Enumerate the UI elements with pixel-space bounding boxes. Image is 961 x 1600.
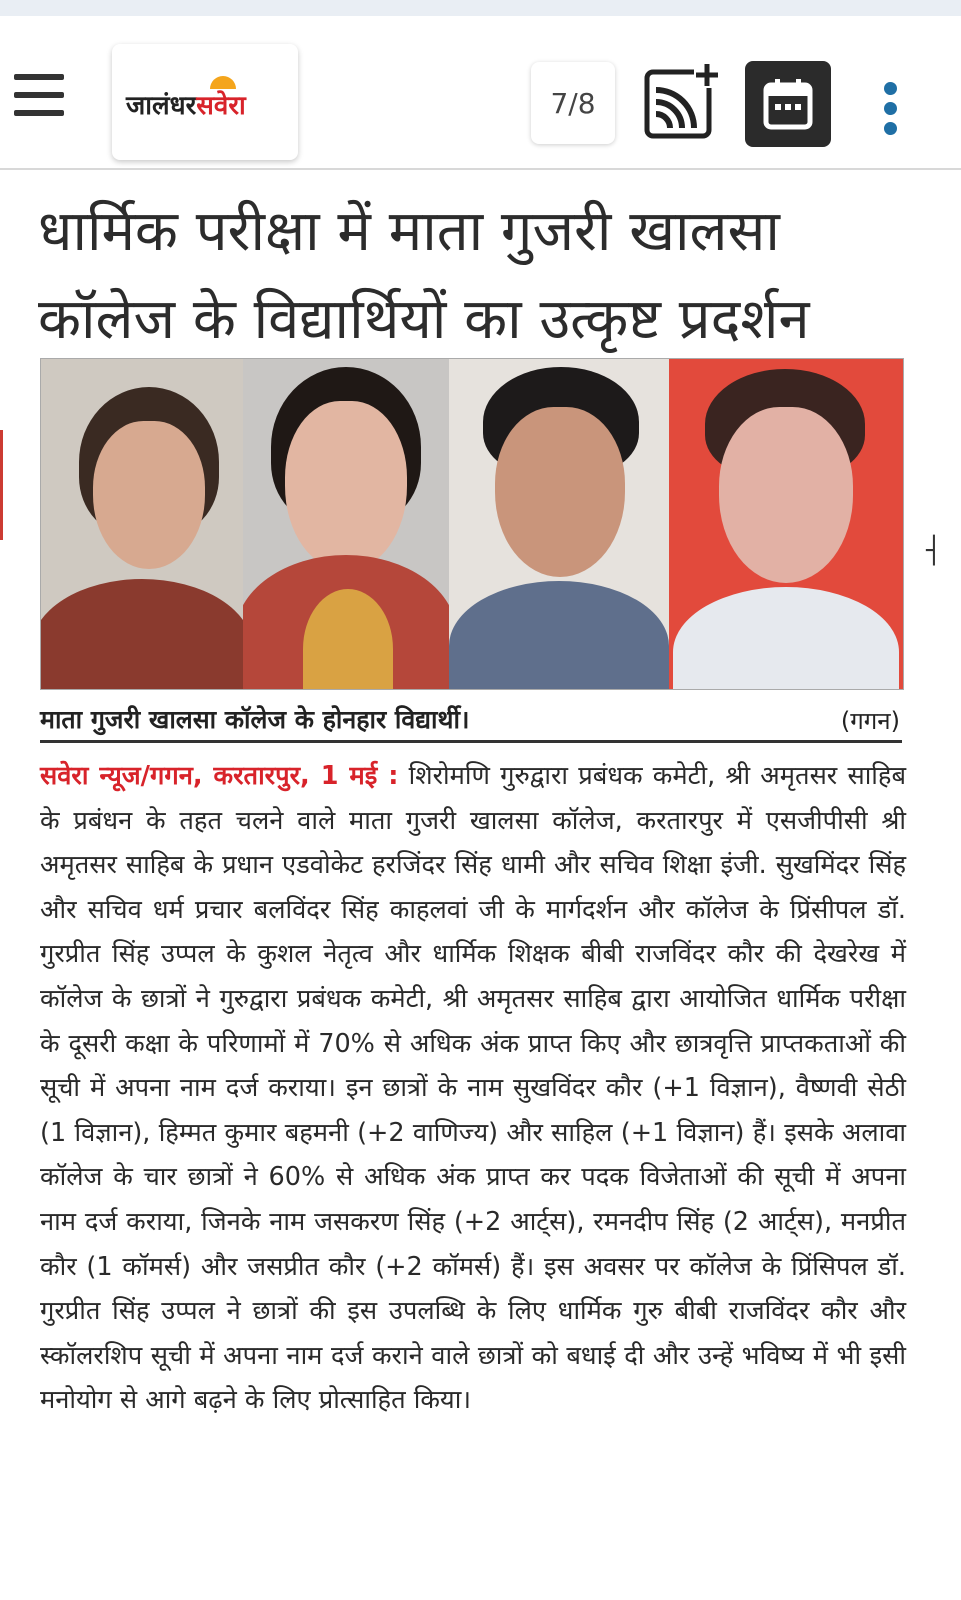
calendar-icon	[762, 77, 814, 131]
photo-caption-row	[40, 700, 902, 743]
article-text: शिरोमणि गुरुद्वारा प्रबंधक कमेटी, श्री अमृतसर साहिब के प्रबंधन के तहत चलने वाले माता गुजरी खालसा कॉलेज, करतारपुर में एसजीपीसी श्री अमृतसर साहिब के प्रधान एडवोकेट हरजिंदर सिंह धामी और सचिव शिक्षा इंजी. सुखमिंदर सिंह और सचिव धर्म प्रचार बलविंदर सिंह काहलवां जी के मार्गदर्शन और कॉलेज के प्रिंसीपल डॉ. गुरप्रीत सिंह उप्पल के कुशल नेतृत्व और धार्मिक शिक्षक बीबी राजविंदर कौर की देखरेख में कॉलेज के छात्रों ने गुरुद्वारा प्रबंधक कमेटी, श्री अमृतसर साहिब द्वारा आयोजित धार्मिक परीक्षा के दूसरी कक्षा के परिणामों में 70% से अधिक अंक प्राप्त किए और छात्रवृत्ति प्राप्तकताओं की सूची में अपना नाम दर्ज कराया। इन छात्रों के नाम सुखविंदर कौर (+1 विज्ञान), वैष्णवी सेठी (1 विज्ञान), हिम्मत कुमार बहमनी (+2 वाणिज्य) और साहिल (+1 विज्ञान) हैं। इसके अलावा कॉलेज के चार छात्रों ने 60% से अधिक अंक प्राप्त कर पदक विजेताओं की सूची में अपना नाम दर्ज कराया, जिनके नाम जसकरण सिंह (+2 आर्ट्स), रमनदीप सिंह (2 आर्ट्स), मनप्रीत कौर (1 कॉमर्स) और जसप्रीत कौर (+2 कॉमर्स) हैं। इस अवसर पर कॉलेज के प्रिंसिपल डॉ. गुरप्रीत सिंह उप्पल ने छात्रों की इस उपलब्धि के लिए धार्मिक गुरु बीबी राजविंदर कौर और स्कॉलरशिप सूची में अपना नाम दर्ज कराने वाले छात्रों को बधाई दी और उन्हें भविष्य में भी इसी मनोयोग से आगे बढ़ने के लिए प्रोत्साहित किया।	[40, 761, 907, 1416]
article-dateline: सवेरा न्यूज/गगन, करतारपुर, 1 मई :	[40, 761, 399, 791]
student-photo-1	[41, 359, 243, 689]
page-counter[interactable]: 7/8	[531, 62, 615, 144]
headline-line-2: कॉलेज के विद्यार्थियों का उत्कृष्ट प्रदर्शन	[38, 287, 810, 352]
student-photo-4	[669, 359, 903, 689]
article-headline	[38, 188, 918, 364]
photo-credit: (गगन)	[840, 707, 900, 735]
logo-part-name: सवेरा	[196, 91, 246, 121]
hamburger-menu-icon[interactable]	[14, 74, 64, 120]
rss-feed-plus-icon[interactable]	[644, 62, 720, 140]
photo-caption: माता गुजरी खालसा कॉलेज के होनहार विद्यार्थी।	[40, 705, 470, 734]
student-photos	[40, 358, 904, 690]
status-strip	[0, 0, 961, 16]
calendar-button[interactable]	[745, 61, 831, 147]
newspaper-logo[interactable]	[112, 44, 298, 160]
adjacent-page-edge-mark: ┤	[926, 536, 942, 566]
student-photo-2	[243, 359, 449, 689]
app-toolbar	[0, 16, 961, 170]
student-photo-3	[449, 359, 669, 689]
headline-line-1: धार्मिक परीक्षा में माता गुजरी खालसा	[38, 199, 780, 264]
article-body	[40, 754, 906, 1423]
adjacent-page-edge	[0, 430, 3, 540]
logo-part-city: जालंधर	[126, 91, 197, 121]
logo-wordmark	[126, 86, 246, 122]
more-options-icon[interactable]	[884, 82, 900, 142]
